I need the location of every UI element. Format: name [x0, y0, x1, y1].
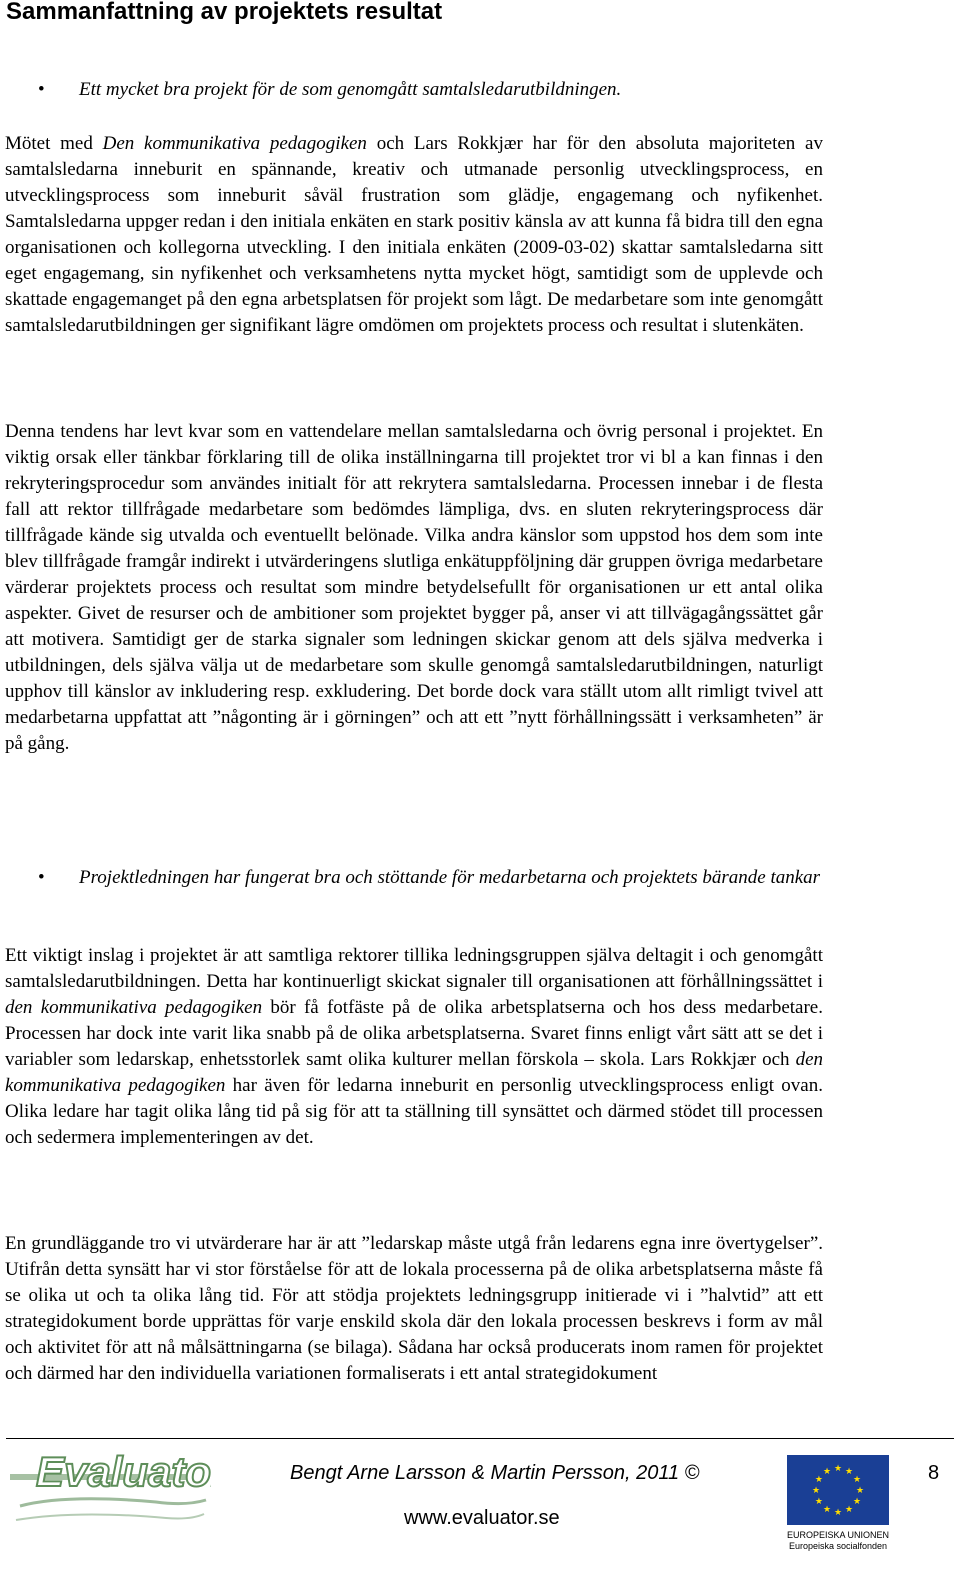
paragraph: Mötet med Den kommunikativa pedagogiken och Lars Rokkjær har för den absoluta majoriteten av samtalsledarna inneburit en spännande, kreativ och utmanade personlig utvecklingsprocess, en utvecklingsprocess som inneburit såväl frustration som glädje, engagemang och nyfikenhet. Samtalsledarna uppger redan i den initiala enkäten en stark positiv känsla av att kunna få bidra till den egna organisationen och kollegorna utveckling. I den initiala enkäten (2009-03-02) skattar samtalsledarna sitt eget engagemang, sin nyfikenhet och verksamhetens nytta mycket högt, samtidigt som de upplevde och skattade engagemanget på den egna arbetsplatsen för projekt som lågt. De medarbetare som inte genomgått samtalsledarutbildningen ger signifikant lägre omdömen om projektets process och resultat i slutenkäten. [5, 133, 823, 336]
copyright-icon: © [684, 1462, 700, 1484]
eu-star-icon: ★ [853, 1475, 862, 1485]
eu-flag-icon [787, 1455, 889, 1525]
paragraph: En grundläggande tro vi utvärderare har är att ”ledarskap måste utgå från ledarens egna inre övertygelser”. Utifrån detta synsätt har vi stor förståelse för att de lokala processerna på de olika arbetsplatserna måste få se olika ut och ta olika lång tid. För att stödja projektets ledningsgrupp initierade vi i ”halvtid” att ett strategidokument borde upprättas för varje enskild skola där den lokala processen beskrevs i form av mål och aktivitet för att nå målsättningarna (se bilaga). Sådana har också producerats inom ramen för projektet och därmed har den individuella variationen formaliserats i ett antal strategidokument [5, 1233, 823, 1384]
eu-star-icon: ★ [833, 1464, 843, 1474]
paragraph: Ett viktigt inslag i projektet är att samtliga rektorer tillika ledningsgruppen själva deltagit i och genomgått samtalsledarutbildningen. Detta har kontinuerligt skickat signaler till organisationen att förhållningssättet i den kommunikativa pedagogiken bör få fotfäste på de olika arbetsplatserna och hos dess medarbetare. Processen har dock inte varit lika snabb på de olika arbetsplatserna. Svaret finns enligt vårt sätt att se det i variabler som ledarskap, enhetsstorlek samt olika kulturer mellan förskola – skola. Lars Rokkjær och den kommunikativa pedagogiken har även för ledarna inneburit en personlig utvecklingsprocess enligt ovan. Olika ledare har tagit olika lång tid på sig för att ta ställning till synsättet och därmed stödet till processen och sedermera implementeringen av det. [5, 945, 823, 1148]
footer-divider [6, 1438, 954, 1439]
footer-url: www.evaluator.se [404, 1507, 560, 1529]
eu-star-icon: ★ [814, 1475, 824, 1485]
bullet-item [38, 865, 828, 891]
bullet-text: Ett mycket bra projekt för de som genomgått samtalsledarutbildningen. [79, 79, 622, 100]
eu-caption-2: Europeiska socialfonden [788, 1541, 888, 1551]
bullet-item [38, 77, 828, 103]
svg-text:Evaluator: Evaluator [36, 1448, 211, 1495]
bullet-dot-icon: • [38, 79, 45, 100]
eu-star-icon: ★ [853, 1497, 862, 1507]
bullet-dot-icon: • [38, 867, 45, 888]
page-number: 8 [928, 1462, 940, 1484]
eu-star-icon: ★ [814, 1497, 824, 1507]
eu-caption-1: EUROPEISKA UNIONEN [787, 1530, 890, 1540]
eu-star-icon: ★ [844, 1505, 854, 1516]
footer-authors: Bengt Arne Larsson & Martin Persson, 2011 © [290, 1462, 700, 1484]
eu-star-icon: ★ [822, 1466, 832, 1477]
eu-star-icon: ★ [844, 1466, 854, 1477]
eu-star-icon: ★ [822, 1505, 832, 1516]
page-title: Sammanfattning av projektets resultat [6, 0, 443, 25]
eu-star-icon: ★ [811, 1486, 821, 1496]
paragraph: Denna tendens har levt kvar som en vattendelare mellan samtalsledarna och övrig personal i projektet. En viktig orsak eller tänkbar förklaring till de olika inställningarna till projektet tror vi bl a kan finnas i den rekryteringsprocedur som användes initialt för att rekrytera samtalsledarna. Processen innebar i de flesta fall att rektor tillfrågade medarbetare som bedömdes lämpliga, dvs. en sluten rekryteringsprocess där tillfrågade kände sig utvalda och eventuellt belönade. Vilka andra känslor som uppstod hos dem som inte blev tillfrågade framgår indirekt i utvärderingens slutliga enkätuppföljning där gruppen övriga medarbetare värderar projektets process och resultat som mindre betydelsefullt för organisationen ur ett antal olika aspekter. Givet de resurser och de ambitioner som projektet bygger på, anser vi att tillvägagångssättet går att motivera. Samtidigt ger de starka signaler som ledningen skickar genom att dels själva medverka i utbildningen, dels själva välja ut de medarbetare som skulle genomgå samtalsledarutbildningen, naturligt upphov till känslor av inkludering resp. exkludering. Det borde dock vara ställt utom allt rimligt tvivel att medarbetarna uppfattat att ”någonting är i görningen” och att ett ”nytt förhållningssätt i verksamheten” är på gång. [5, 421, 823, 754]
bullet-text: Projektledningen har fungerat bra och stöttande för medarbetarna och projektets bärande tankar [79, 867, 821, 888]
eu-star-icon: ★ [855, 1486, 865, 1496]
evaluator-logo [6, 1446, 211, 1543]
eu-logo [787, 1455, 889, 1552]
eu-star-icon: ★ [833, 1508, 843, 1518]
